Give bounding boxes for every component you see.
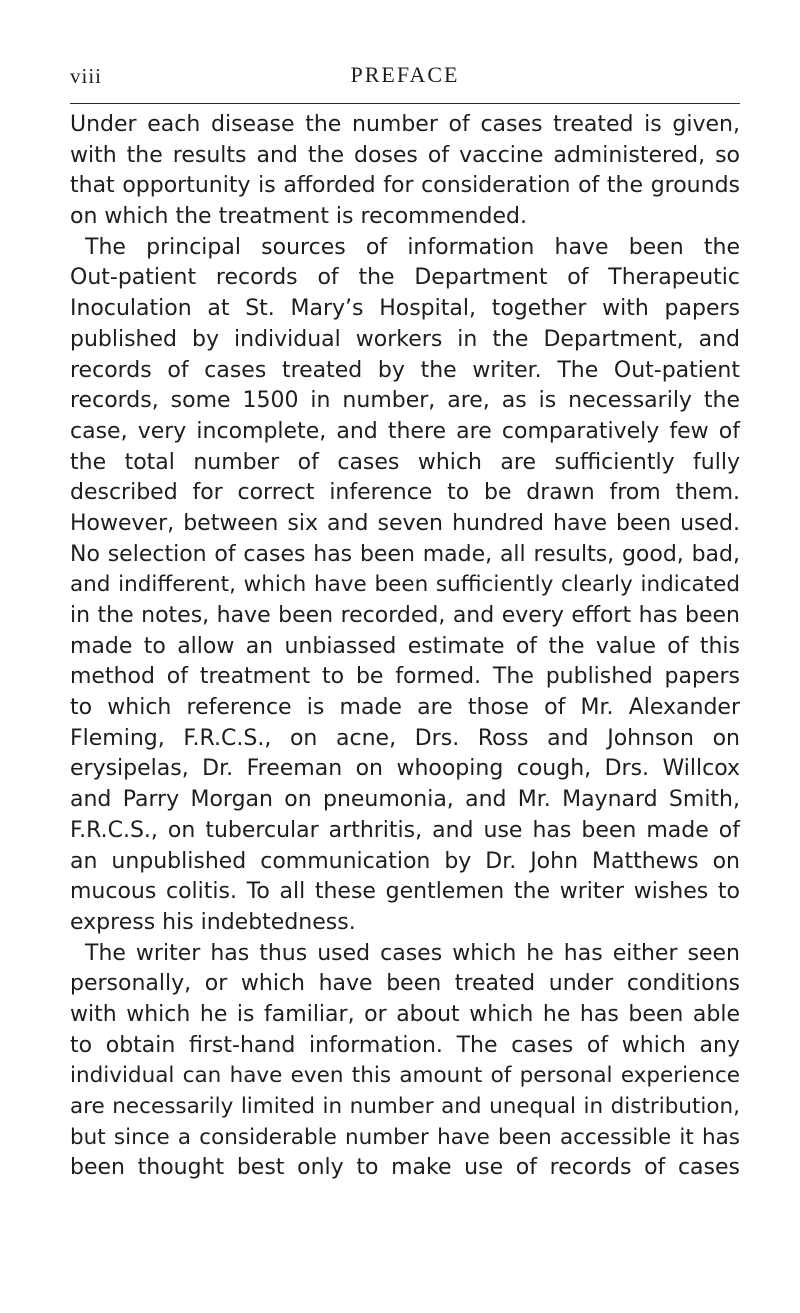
text-line: individual can have even this amount of personal experience <box>70 1063 740 1089</box>
text-line: Inoculation at St. Mary’s Hospital, together with papers <box>70 296 740 322</box>
preface-body <box>70 110 740 1184</box>
text-line: that opportunity is afforded for consideration of the grounds <box>70 173 740 199</box>
text-line: personally, or which have been treated under conditions <box>70 971 740 997</box>
text-line: Fleming, F.R.C.S., on acne, Drs. Ross and Johnson on <box>70 725 740 751</box>
text-line: F.R.C.S., on tubercular arthritis, and use has been made of <box>70 817 740 843</box>
text-line: records, some 1500 in number, are, as is necessarily the <box>70 388 740 414</box>
text-line: method of treatment to be formed. The published papers <box>70 664 740 690</box>
running-title: PREFACE <box>350 62 460 87</box>
page-header <box>70 60 740 100</box>
text-line: Under each disease the number of cases treated is given, <box>70 112 740 137</box>
text-line: express his indebtedness. <box>70 909 356 935</box>
text-line: in the notes, have been recorded, and every effort has been <box>70 603 740 628</box>
text-line: erysipelas, Dr. Freeman on whooping cough, Drs. Willcox <box>70 756 740 782</box>
text-line: an unpublished communication by Dr. John Matthews on <box>70 848 740 874</box>
text-line: and Parry Morgan on pneumonia, and Mr. Maynard Smith, <box>70 787 740 813</box>
text-line: published by individual workers in the Department, and <box>70 326 740 352</box>
text-line: the total number of cases which are sufficiently fully <box>70 449 740 475</box>
text-line: and indifferent, which have been sufficiently clearly indicated <box>70 572 740 598</box>
text-line: described for correct inference to be drawn from them. <box>70 480 740 506</box>
page-number: viii <box>70 64 103 88</box>
text-line: been thought best only to make use of records of cases <box>70 1155 740 1181</box>
text-line: mucous colitis. To all these gentlemen the writer wishes to <box>70 879 740 905</box>
text-line: However, between six and seven hundred have been used. <box>70 510 740 536</box>
text-line: on which the treatment is recommended. <box>70 204 527 230</box>
text-line: case, very incomplete, and there are comparatively few of <box>70 418 740 444</box>
text-line: but since a considerable number have been accessible it has <box>70 1124 740 1150</box>
text-line: to obtain first-hand information. The cases of which any <box>70 1032 740 1058</box>
text-line: records of cases treated by the writer. The Out-patient <box>70 357 740 383</box>
text-line: The writer has thus used cases which he has either seen <box>85 940 740 966</box>
text-line: made to allow an unbiassed estimate of the value of this <box>70 633 740 659</box>
text-line: with which he is familiar, or about which he has been able <box>70 1001 740 1027</box>
text-line: to which reference is made are those of Mr. Alexander <box>70 695 740 721</box>
header-rule <box>70 103 740 104</box>
text-line: No selection of cases has been made, all results, good, bad, <box>70 541 740 567</box>
text-line: Out-patient records of the Department of Therapeutic <box>70 265 740 291</box>
text-line: The principal sources of information have been the <box>85 234 740 260</box>
text-line: are necessarily limited in number and unequal in distribution, <box>70 1094 740 1119</box>
text-line: with the results and the doses of vaccine administered, so <box>70 142 740 168</box>
